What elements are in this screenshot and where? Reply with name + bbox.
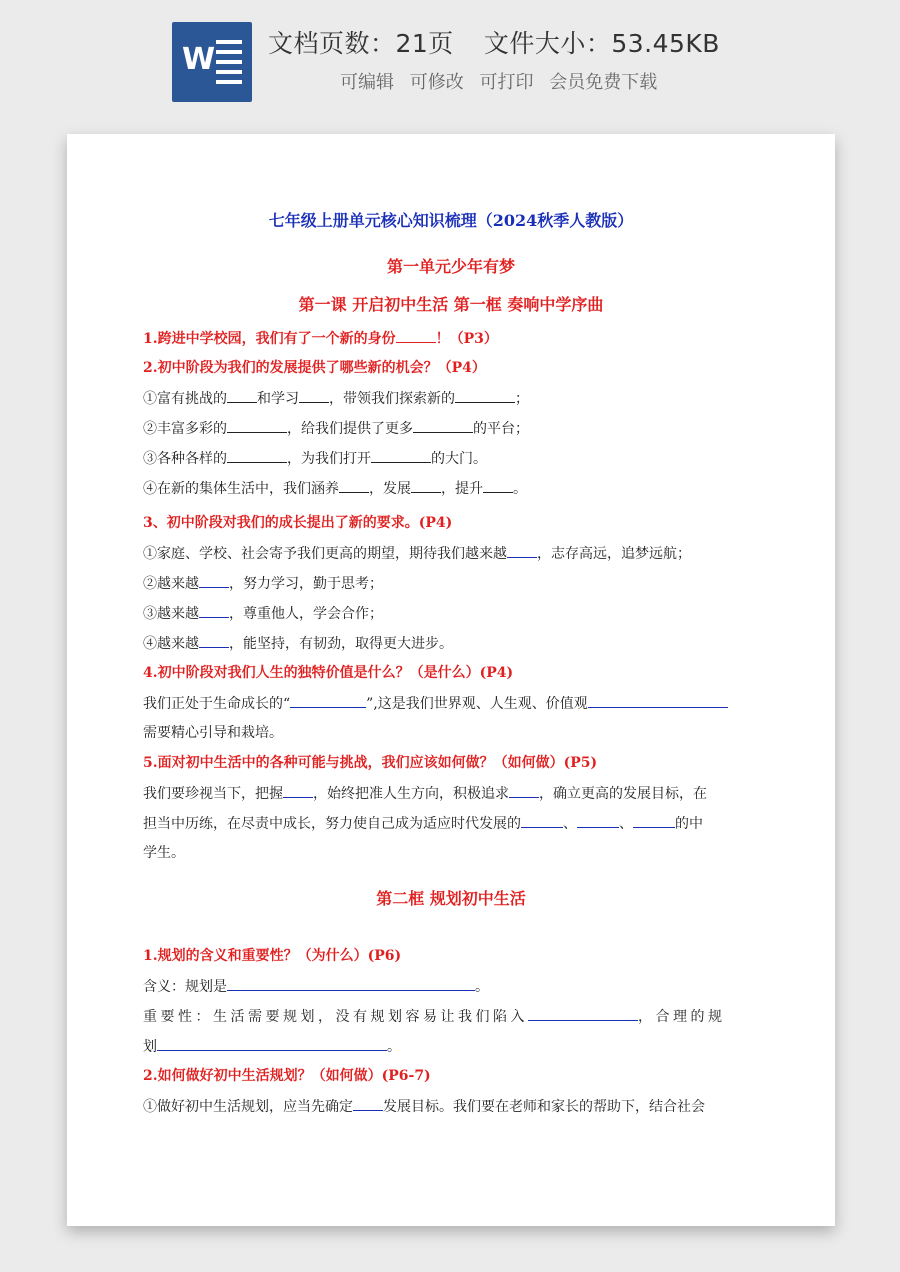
frame-2-title: 第二框 规划初中生活 <box>376 889 526 908</box>
q4-text-line-1: 我们正处于生命成长的“ ”,这是我们世界观、人生观、价值观 <box>143 693 728 714</box>
q2-item-4: ④在新的集体生活中，我们涵养 ，发展 ，提升 。 <box>143 478 527 499</box>
plan-question-2: 2.如何做好初中生活规划？（如何做）(P6-7) <box>143 1068 431 1084</box>
plan-question-1: 1.规划的含义和重要性？（为什么）(P6) <box>143 948 402 964</box>
q5-text-line-3: 学生。 <box>143 845 185 861</box>
file-info <box>268 24 720 60</box>
q4-text-line-2: 需要精心引导和栽培。 <box>143 725 283 741</box>
document-title: 七年级上册单元核心知识梳理（2024秋季人教版） <box>268 211 634 230</box>
feature-printable: 可打印 <box>479 72 534 93</box>
question-1: 1.跨进中学校园，我们有了一个新的身份 ！（P3） <box>143 328 498 349</box>
feature-list <box>340 68 667 94</box>
q3-item-1: ①家庭、学校、社会寄予我们更高的期望，期待我们越来越 ，志存高远，追梦远航； <box>143 543 691 564</box>
feature-editable: 可编辑 <box>340 72 394 93</box>
plan-meaning: 含义：规划是 。 <box>143 976 489 997</box>
plan-importance-line-2: 划 。 <box>143 1036 401 1057</box>
feature-member-download: 会员免费下载 <box>549 72 658 93</box>
q3-item-3: ③越来越 ，尊重他人，学会合作； <box>143 603 383 624</box>
q2-item-3: ③各种各样的 ，为我们打开 的大门。 <box>143 448 487 469</box>
download-banner <box>0 0 900 118</box>
question-5: 5.面对初中生活中的各种可能与挑战，我们应该如何做？（如何做）(P5) <box>143 755 598 771</box>
feature-modifiable: 可修改 <box>409 72 464 93</box>
question-2: 2.初中阶段为我们的发展提供了哪些新的机会？（P4） <box>143 360 486 376</box>
page-count: 文档页数：21页 <box>268 29 454 58</box>
q3-item-4: ④越来越 ，能坚持，有韧劲，取得更大进步。 <box>143 633 453 654</box>
q5-text-line-1: 我们要珍视当下，把握 ，始终把准人生方向，积极追求 ，确立更高的发展目标，在 <box>143 783 707 804</box>
plan-importance-line-1: 重要性：生活需要规划，没有规划容易让我们陷入 ，合理的规 <box>143 1006 726 1027</box>
plan-how-line-1: ①做好初中生活规划，应当先确定 发展目标。我们要在老师和家长的帮助下，结合社会 <box>143 1096 705 1117</box>
q5-text-line-2: 担当中历练，在尽责中成长，努力使自己成为适应时代发展的 、 、 的中 <box>143 813 703 834</box>
question-4: 4.初中阶段对我们人生的独特价值是什么？（是什么）(P4) <box>143 665 514 681</box>
word-document-icon <box>172 22 252 102</box>
question-3: 3、初中阶段对我们的成长提出了新的要求。(P4) <box>143 515 453 531</box>
word-icon-letter: W <box>182 42 216 77</box>
document-page <box>67 134 835 1226</box>
file-size: 文件大小：53.45KB <box>483 29 720 58</box>
unit-title: 第一单元少年有梦 <box>386 257 515 276</box>
lesson-title: 第一课 开启初中生活 第一框 奏响中学序曲 <box>298 295 604 314</box>
q2-item-1: ①富有挑战的 和学习 ，带领我们探索新的 ； <box>143 388 529 409</box>
q3-item-2: ②越来越 ，努力学习，勤于思考； <box>143 573 383 594</box>
q2-item-2: ②丰富多彩的 ，给我们提供了更多 的平台； <box>143 418 529 439</box>
